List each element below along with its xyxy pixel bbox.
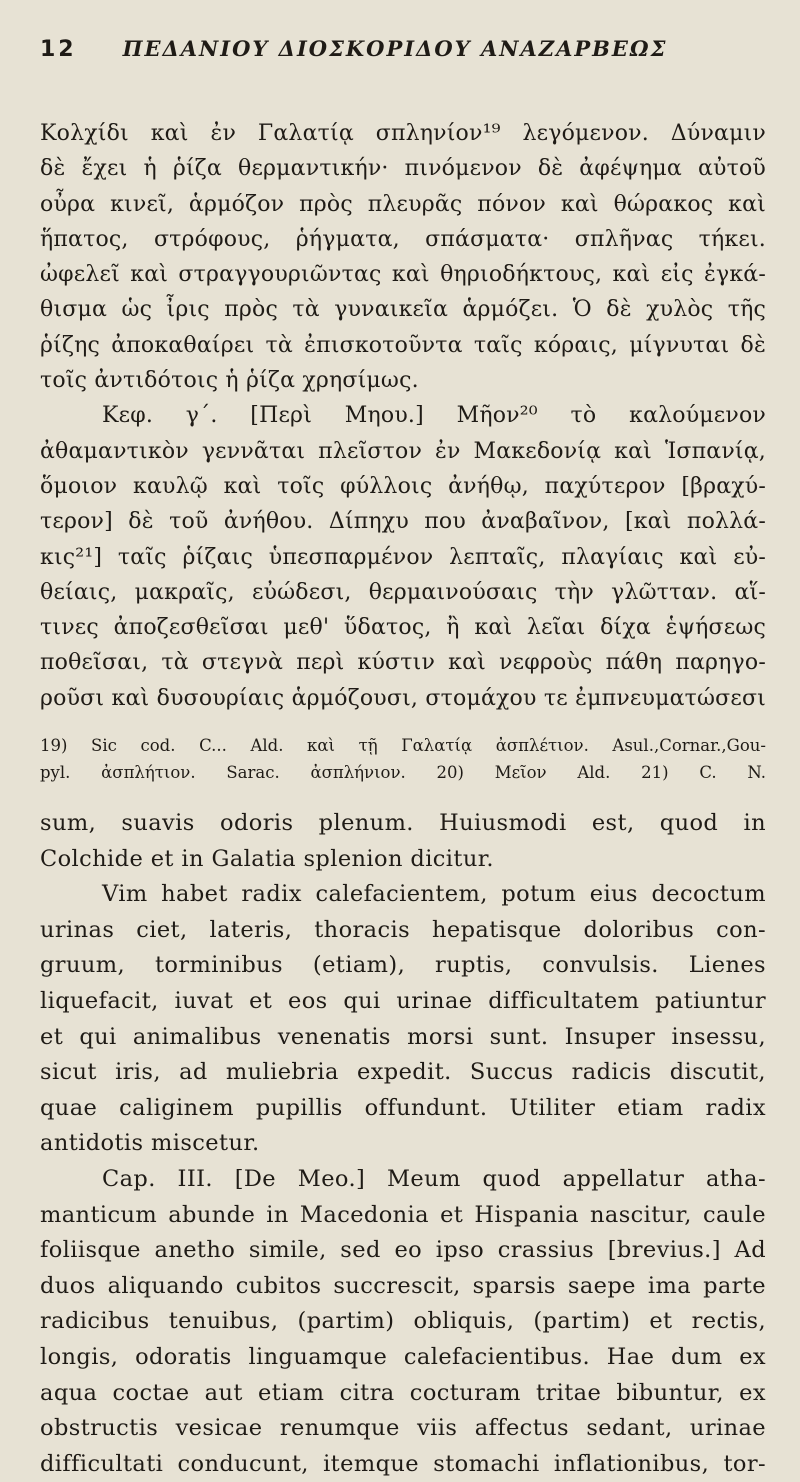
latin-line: manticum abunde in Macedonia et Hispania nascitur, caule bbox=[40, 1201, 766, 1228]
latin-line: Vim habet radix calefacientem, potum eius decoctum bbox=[102, 881, 766, 908]
latin-line: et qui animalibus venenatis morsi sunt. Insuper insessu, bbox=[40, 1023, 766, 1050]
greek-line: τερον] δὲ τοῦ ἀνήθου. Δίπηχυ που ἀναβαῖνον, [καὶ πολλά- bbox=[40, 509, 766, 535]
greek-line: τοῖς ἀντιδότοις ἡ ῥίζα χρησίμως. bbox=[40, 368, 419, 394]
latin-line: difficultati conducunt, itemque stomachi inflationibus, tor- bbox=[40, 1450, 766, 1477]
greek-line: ἥπατος, στρόφους, ῥήγματα, σπάσματα· σπλῆνας τήκει. bbox=[40, 226, 766, 252]
latin-line: foliisque anetho simile, sed eo ipso crassius [brevius.] Ad bbox=[40, 1237, 766, 1264]
greek-line: ποθεῖσαι, τὰ στεγνὰ περὶ κύστιν καὶ νεφροὺς πάθη παρηγο- bbox=[40, 650, 766, 676]
greek-line: ὠφελεῖ καὶ στραγγουριῶντας καὶ θηριοδήκτους, καὶ εἰς ἐγκά- bbox=[40, 262, 766, 288]
greek-line: Κολχίδι καὶ ἐν Γαλατίᾳ σπληνίον¹⁹ λεγόμενον. Δύναμιν bbox=[40, 121, 766, 146]
latin-line: duos aliquando cubitos succrescit, sparsis saepe ima parte bbox=[40, 1272, 766, 1299]
greek-line: ἀθαμαντικὸν γεννᾶται πλεῖστον ἐν Μακεδονίᾳ καὶ Ἱσπανίᾳ, bbox=[40, 438, 766, 464]
latin-line: aqua coctae aut etiam citra cocturam tritae bibuntur, ex bbox=[40, 1379, 766, 1406]
greek-line: θείαις, μακραῖς, εὐώδεσι, θερμαινούσαις τὴν γλῶτταν. αἵ- bbox=[40, 579, 766, 605]
greek-line: ὅμοιον καυλῷ καὶ τοῖς φύλλοις ἀνήθῳ, παχύτερον [βραχύ- bbox=[40, 473, 766, 499]
footnote-line: 19) Sic cod. C... Ald. καὶ τῇ Γαλατίᾳ ἀσπλέτιον. Asul.,Cornar.,Gou- bbox=[40, 736, 766, 756]
footnote-line: pyl. ἀσπλήτιον. Sarac. ἀσπλήνιον. 20) Μεῖον Ald. 21) C. N. bbox=[40, 763, 766, 783]
latin-text-block bbox=[40, 806, 766, 1482]
latin-line: radicibus tenuibus, (partim) obliquis, (partim) et rectis, bbox=[40, 1308, 766, 1335]
greek-line: ῥίζης ἀποκαθαίρει τὰ ἐπισκοτοῦντα ταῖς κόραις, μίγνυται δὲ bbox=[40, 332, 766, 358]
greek-line: δὲ ἔχει ἡ ῥίζα θερμαντικήν· πινόμενον δὲ ἀφέψημα αὐτοῦ bbox=[40, 156, 766, 182]
latin-line: urinas ciet, lateris, thoracis hepatisque doloribus con- bbox=[40, 916, 766, 943]
latin-line: obstructis vesicae renumque viis affectus sedant, urinae bbox=[40, 1415, 766, 1442]
latin-line: antidotis miscetur. bbox=[40, 1130, 260, 1157]
greek-line: ροῦσι καὶ δυσουρίαις ἁρμόζουσι, στομάχου τε ἐμπνευματώσεσι bbox=[40, 685, 766, 711]
critical-apparatus bbox=[40, 732, 766, 786]
page-number: 12 bbox=[40, 37, 77, 62]
greek-line: οὖρα κινεῖ, ἁρμόζον πρὸς πλευρᾶς πόνον καὶ θώρακος καὶ bbox=[40, 191, 766, 217]
greek-line: θισμα ὡς ἶρις πρὸς τὰ γυναικεῖα ἁρμόζει. Ὁ δὲ χυλὸς τῆς bbox=[40, 297, 766, 323]
latin-line: Colchide et in Galatia splenion dicitur. bbox=[40, 845, 494, 872]
latin-line: gruum, torminibus (etiam), ruptis, convulsis. Lienes bbox=[40, 952, 766, 979]
running-title: ΠΕΔΑΝΙΟΥ ΔΙΟΣΚΟΡΙΔΟΥ ΑΝΑΖΑΡΒΕΩΣ bbox=[122, 36, 668, 61]
latin-line: sum, suavis odoris plenum. Huiusmodi est, quod in bbox=[40, 810, 766, 837]
latin-chapter-heading-line: Cap. III. [De Meo.] Meum quod appellatur atha- bbox=[102, 1165, 766, 1192]
greek-line: τινες ἀποζεσθεῖσαι μεθ' ὕδατος, ἢ καὶ λεῖαι δίχα ἑψήσεως bbox=[40, 615, 766, 641]
latin-line: liquefacit, iuvat et eos qui urinae difficultatem patiuntur bbox=[40, 988, 766, 1015]
greek-chapter-heading-line: Κεφ. γ΄. [Περὶ Μηου.] Μῆον²⁰ τὸ καλούμενον bbox=[102, 403, 766, 429]
latin-line: sicut iris, ad muliebria expedit. Succus radicis discutit, bbox=[40, 1059, 766, 1086]
greek-text-block bbox=[40, 116, 766, 716]
page-header bbox=[40, 36, 766, 80]
latin-line: longis, odoratis linguamque calefacientibus. Hae dum ex bbox=[40, 1343, 766, 1370]
greek-line: κις²¹] ταῖς ῥίζαις ὑπεσπαρμένον λεπταῖς, πλαγίαις καὶ εὐ- bbox=[40, 544, 766, 570]
latin-line: quae caliginem pupillis offundunt. Utiliter etiam radix bbox=[40, 1094, 766, 1121]
